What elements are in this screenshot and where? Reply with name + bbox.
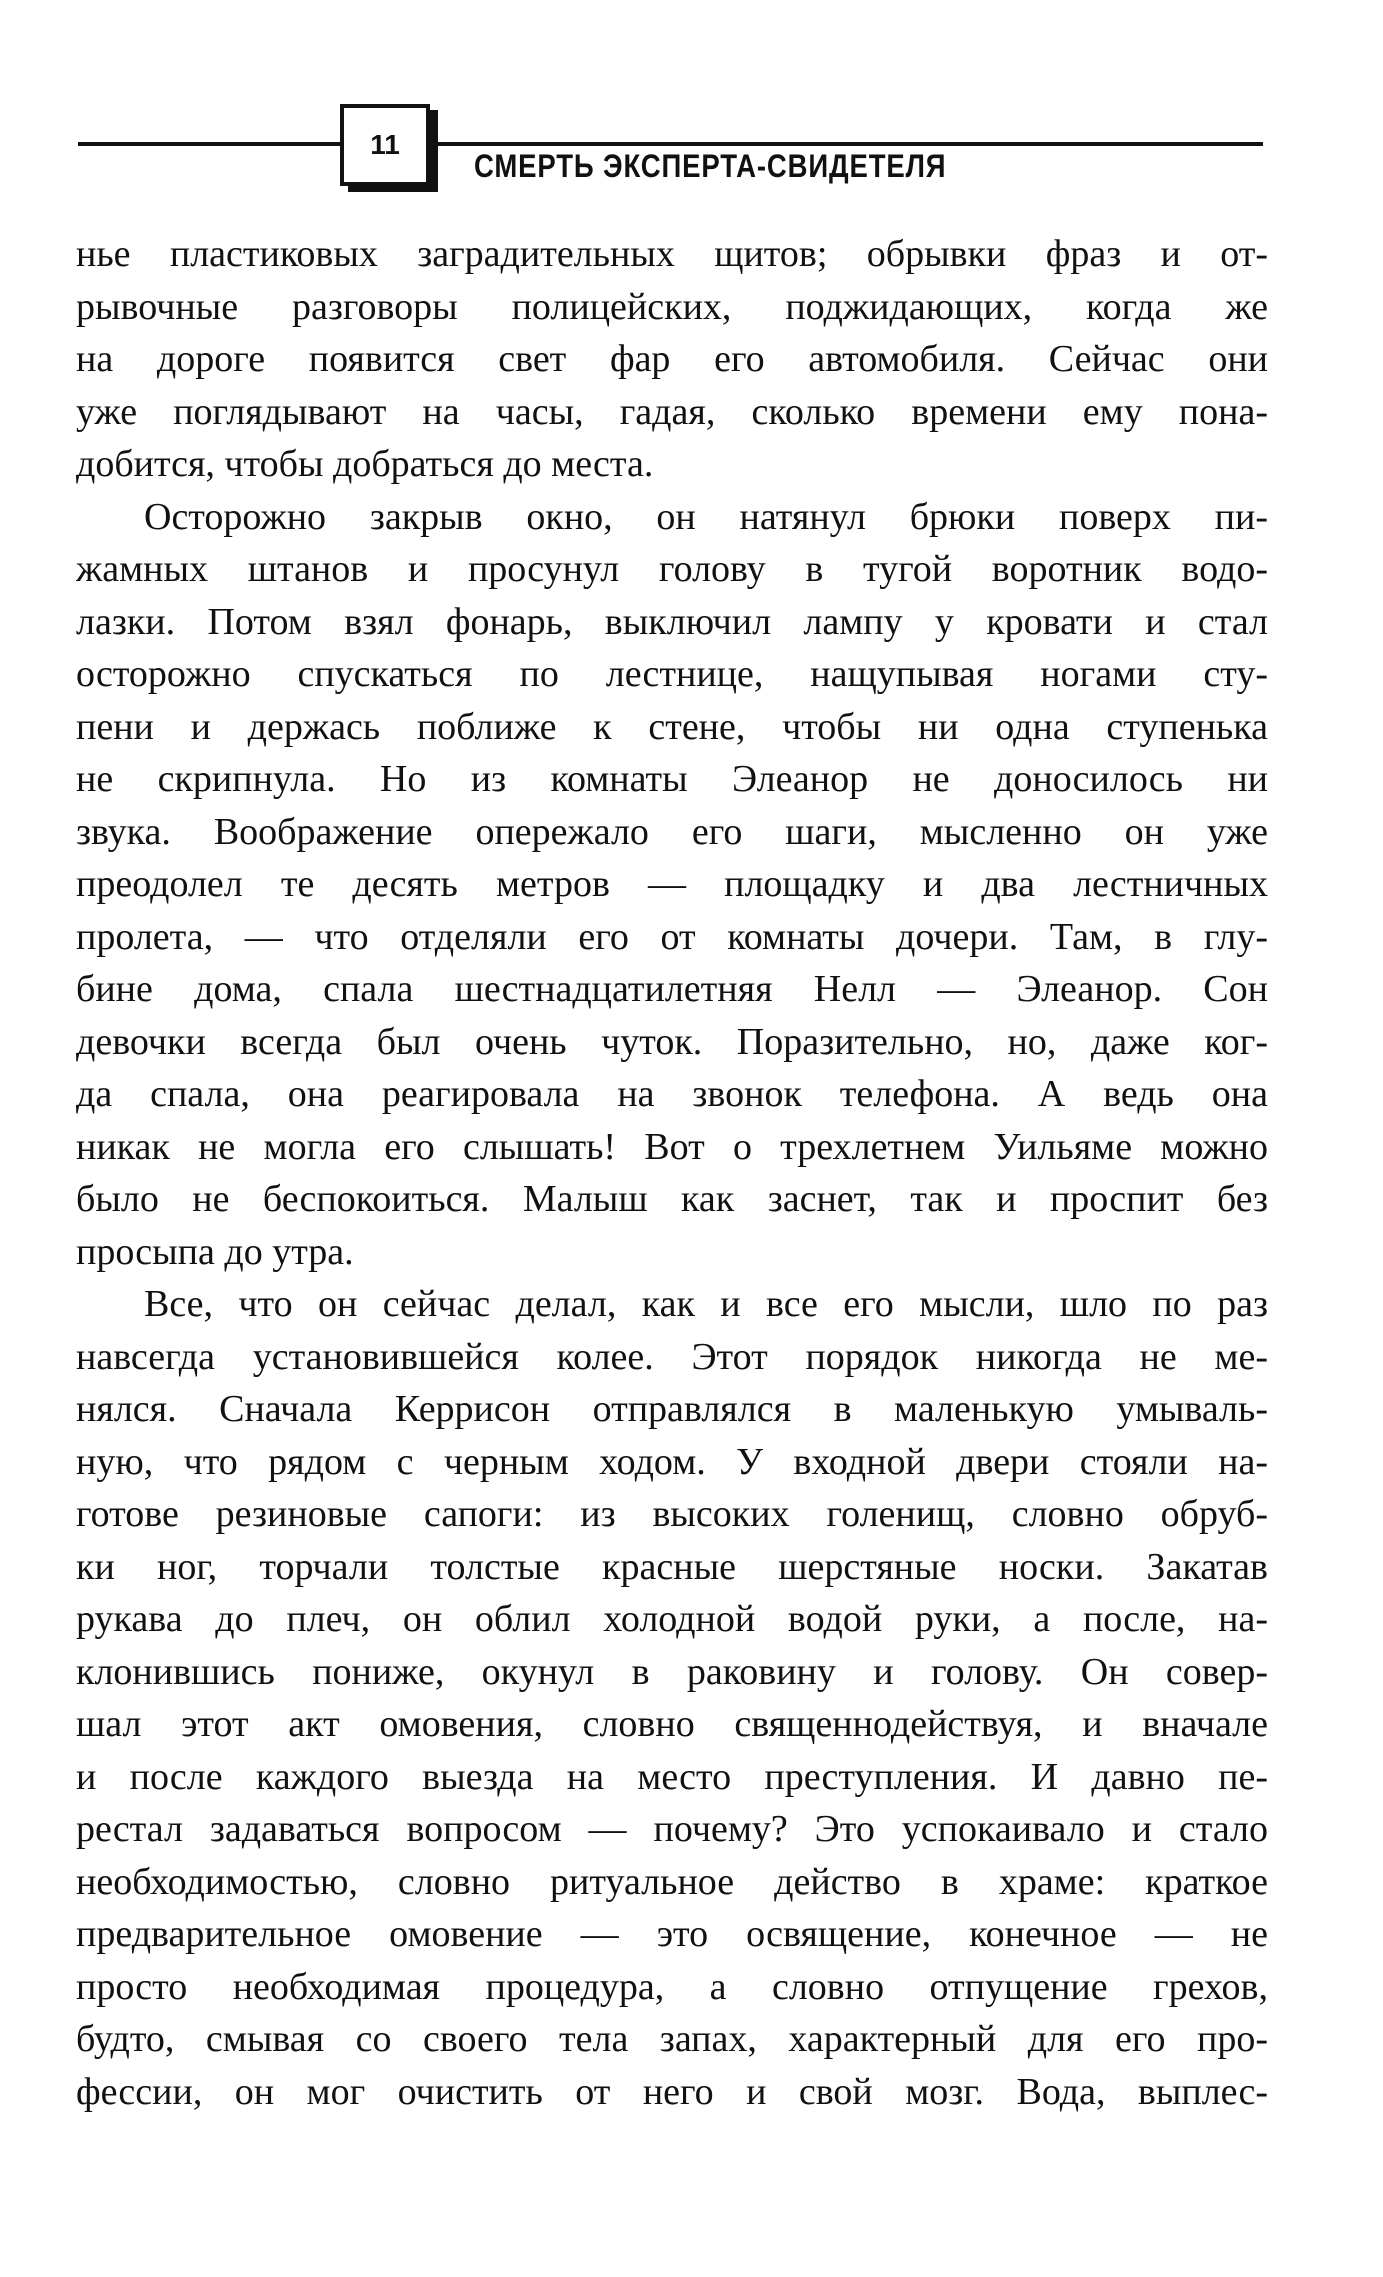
text-line: рестал задаваться вопросом — почему? Это успокаивало и стало xyxy=(76,1808,1268,1850)
text-line: готове резиновые сапоги: из высоких голенищ, словно обруб- xyxy=(76,1493,1268,1535)
text-line: просыпа до утра. xyxy=(76,1230,354,1273)
text-line: будто, смывая со своего тела запах, характерный для его про- xyxy=(76,2018,1268,2060)
text-line: жамных штанов и просунул голову в тугой воротник водо- xyxy=(76,548,1268,590)
paragraph xyxy=(76,228,1268,491)
text-line: звука. Воображение опережало его шаги, мысленно он уже xyxy=(76,810,1268,853)
text-line: осторожно спускаться по лестнице, нащупывая ногами сту- xyxy=(76,653,1268,695)
text-line: рукава до плеч, он облил холодной водой руки, а после, на- xyxy=(76,1598,1268,1640)
text-line: преодолел те десять метров — площадку и два лестничных xyxy=(76,863,1268,905)
text-line: нье пластиковых заградительных щитов; обрывки фраз и от- xyxy=(76,233,1268,275)
page-header xyxy=(78,96,1263,192)
page-number: 11 xyxy=(340,104,430,186)
text-line: пени и держась поближе к стене, чтобы ни одна ступенька xyxy=(76,705,1268,748)
running-title: СМЕРТЬ ЭКСПЕРТА-СВИДЕТЕЛЯ xyxy=(474,148,947,184)
text-line: необходимостью, словно ритуальное действо в храме: краткое xyxy=(76,1860,1268,1903)
text-line: девочки всегда был очень чуток. Поразительно, но, даже ког- xyxy=(76,1020,1268,1063)
text-line: и после каждого выезда на место преступления. И давно пе- xyxy=(76,1755,1268,1798)
paragraph xyxy=(76,491,1268,1279)
text-line: клонившись пониже, окунул в раковину и голову. Он совер- xyxy=(76,1650,1268,1693)
text-line: рывочные разговоры полицейских, поджидающих, когда же xyxy=(76,285,1268,328)
text-line: фессии, он мог очистить от него и свой мозг. Вода, выплес- xyxy=(76,2070,1268,2113)
text-line: навсегда установившейся колее. Этот порядок никогда не ме- xyxy=(76,1335,1268,1378)
text-line: предварительное омовение — это освящение, конечное — не xyxy=(76,1913,1268,1955)
text-line: ки ног, торчали толстые красные шерстяные носки. Закатав xyxy=(76,1545,1268,1588)
text-line: никак не могла его слышать! Вот о трехлетнем Уильяме можно xyxy=(76,1125,1268,1168)
text-line: просто необходимая процедура, а словно отпущение грехов, xyxy=(76,1965,1268,2008)
text-line: Осторожно закрыв окно, он натянул брюки поверх пи- xyxy=(144,495,1268,538)
text-line: добится, чтобы добраться до места. xyxy=(76,443,654,485)
text-line: бине дома, спала шестнадцатилетняя Нелл — Элеанор. Сон xyxy=(76,968,1268,1010)
text-line: ную, что рядом с черным ходом. У входной двери стояли на- xyxy=(76,1440,1268,1483)
paragraph xyxy=(76,1278,1268,2118)
text-line: на дороге появится свет фар его автомобиля. Сейчас они xyxy=(76,338,1268,380)
header-rule-left xyxy=(78,142,340,146)
text-line: шал этот акт омовения, словно священнодействуя, и вначале xyxy=(76,1703,1268,1745)
text-line: нялся. Сначала Керрисон отправлялся в маленькую умываль- xyxy=(76,1388,1268,1430)
text-line: уже поглядывают на часы, гадая, сколько времени ему пона- xyxy=(76,390,1268,433)
body-text xyxy=(76,228,1268,2118)
header-rule-right xyxy=(430,142,1263,146)
text-line: да спала, она реагировала на звонок телефона. А ведь она xyxy=(76,1073,1268,1115)
text-line: лазки. Потом взял фонарь, выключил лампу у кровати и стал xyxy=(76,600,1268,643)
text-line: не скрипнула. Но из комнаты Элеанор не доносилось ни xyxy=(76,758,1268,800)
text-line: было не беспокоиться. Малыш как заснет, так и проспит без xyxy=(76,1178,1268,1220)
text-line: Все, что он сейчас делал, как и все его мысли, шло по раз xyxy=(144,1283,1268,1325)
text-line: пролета, — что отделяли его от комнаты дочери. Там, в глу- xyxy=(76,915,1268,958)
